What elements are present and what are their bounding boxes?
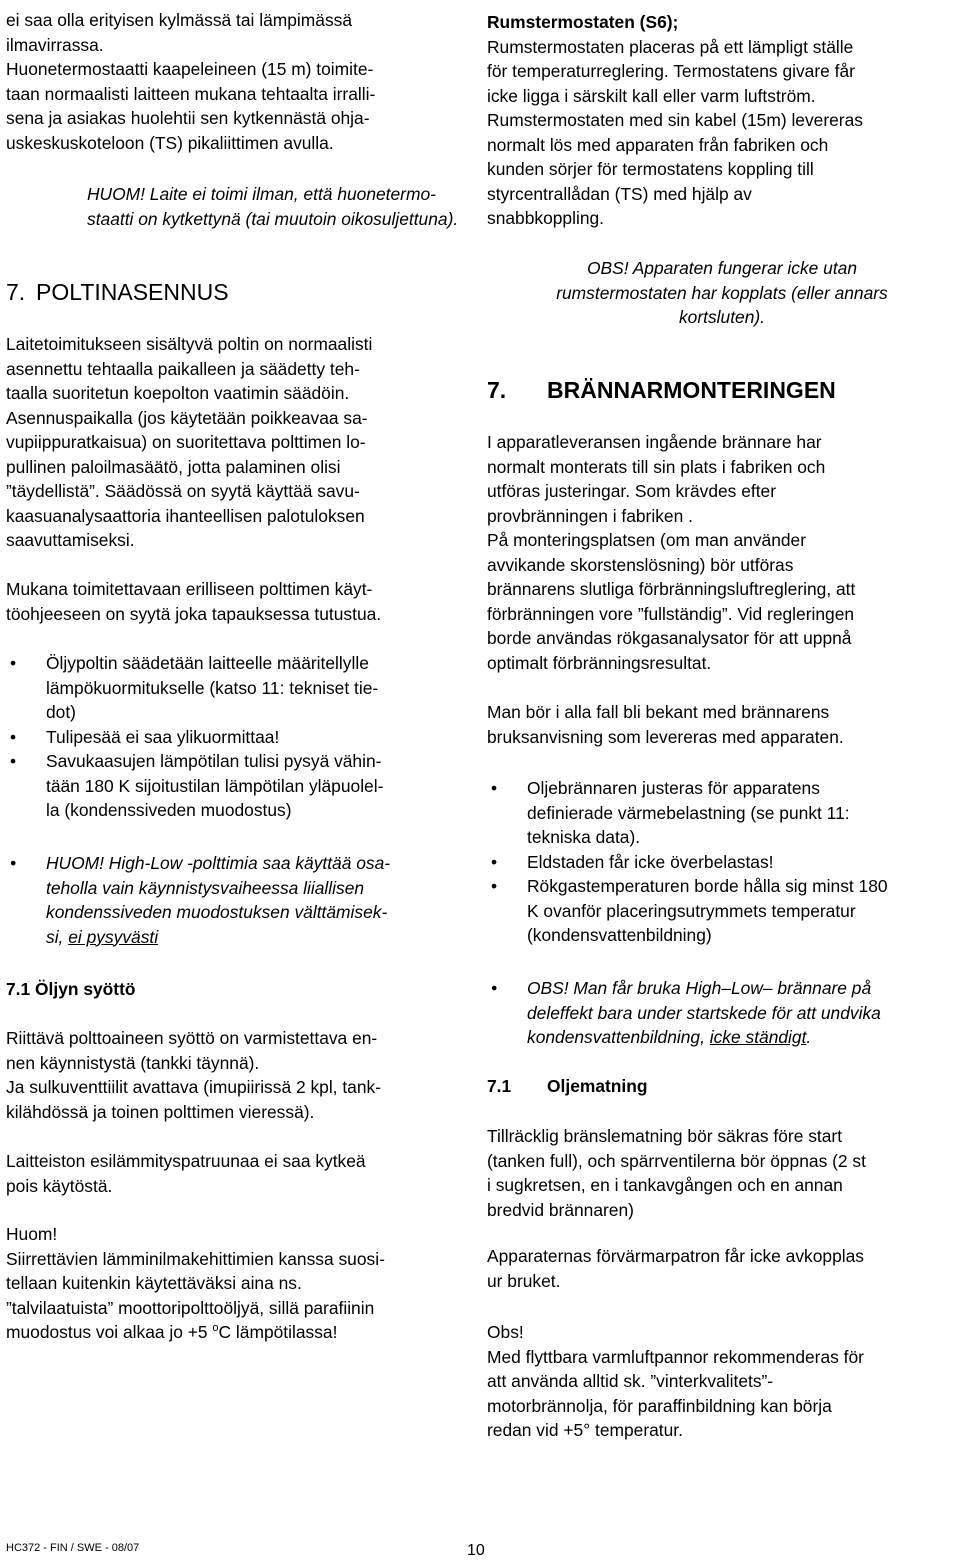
text-span: si, (46, 926, 69, 947)
text-line: icke ligga i särskilt kall eller varm luftström. (487, 85, 816, 106)
text-line: teholla vain käynnistysvaiheessa liiallisen (46, 877, 365, 898)
text-line: taalla suoritetun koepolton vaatimin säädöin. (6, 383, 350, 403)
text-line: K ovanför placeringsutrymmets temperatur (527, 900, 856, 921)
heading-text: POLTINASENNUS (36, 279, 229, 305)
text-line: (kondensvattenbildning) (527, 925, 712, 945)
text-line: sena ja asiakas huolehtii sen kytkennästä ohja- (6, 108, 370, 128)
list-item (6, 749, 468, 823)
text-line: förbränningen vore ”fullständig”. Vid regleringen (487, 603, 855, 624)
text-line: Rumstermostaten placeras på ett lämpligt ställe (487, 36, 854, 57)
text-line: utföras justeringar. Som krävdes efter (487, 481, 777, 501)
text-line: Laitteiston esilämmityspatruunaa ei saa kytkeä (6, 1151, 366, 1171)
text-line: definierade värmebelastning (se punkt 11: (527, 802, 850, 823)
text-line: normalt monterats till sin plats i fabriken och (487, 456, 826, 477)
text-span: C lämpötilassa! (218, 1322, 338, 1342)
text-line: • Rökgastemperaturen borde hålla sig minst 180 (527, 876, 888, 896)
heading-number: 7. (487, 377, 507, 403)
text-line: för temperaturreglering. Termostatens givare får (487, 61, 855, 81)
list-item (6, 851, 468, 949)
text-line: i sugkretsen, en i tankavgången och en annan (487, 1175, 843, 1195)
manual-paragraph-sv (487, 700, 957, 749)
text-line: snabbkoppling. (487, 208, 604, 228)
text-line: Rumstermostaten med sin kabel (15m) levereras (487, 110, 863, 130)
intro-paragraph (6, 8, 468, 57)
text-line: (tanken full), och spärrventilerna bör öppnas (2 st (487, 1150, 866, 1171)
text-line: töohjeeseen on syytä joka tapauksessa tutustua. (6, 603, 382, 624)
text-line: kondenssiveden muodostuksen välttämisek- (46, 902, 388, 922)
text-line: bredvid brännaren) (487, 1199, 634, 1220)
text-span: kondensvattenbildning, (527, 1027, 710, 1047)
text-line: redan vid +5° temperatur. (487, 1420, 683, 1440)
text-line: Huom! (6, 1224, 58, 1244)
text-line: tekniska data). (527, 827, 641, 847)
text-span: . (806, 1027, 812, 1047)
text-line: Mukana toimitettavaan erilliseen polttimen käyt- (6, 579, 373, 599)
thermostat-paragraph (6, 57, 468, 155)
list-item (487, 874, 957, 948)
text-line: Apparaternas förvärmarpatron får icke avkopplas (487, 1246, 864, 1266)
warning-note-sv (487, 256, 957, 330)
text-line: HUOM! Laite ei toimi ilman, että huonetermo- (87, 184, 436, 204)
text-line: • Tulipesää ei saa ylikuormittaa! (46, 726, 280, 747)
text-line: pullinen paloilmasäätö, jotta palaminen olisi (6, 456, 341, 477)
text-line: provbränningen i fabriken . (487, 505, 693, 526)
text-line: kunden sörjer för termostatens koppling till (487, 159, 814, 179)
bullet-list-sv (487, 776, 957, 948)
text-line: tellaan kuitenkin käytettäväksi aina ns. (6, 1273, 302, 1293)
text-line (46, 925, 468, 950)
bullet-list (6, 651, 468, 823)
text-line: avvikande skorstenslösning) bör utföras (487, 554, 794, 575)
manual-paragraph (6, 577, 468, 626)
bullet-list-highlow-sv (487, 976, 957, 1050)
list-item (487, 776, 957, 850)
text-line: ”täydellistä”. Säädössä on syytä käyttää savu- (6, 481, 360, 501)
text-line: staatti on kytkettynä (tai muutoin oikosuljettuna). (87, 208, 459, 229)
text-line: deleffekt bara under startskede för att undvika (527, 1002, 881, 1023)
text-line: optimalt förbränningsresultat. (487, 652, 712, 673)
burner-paragraph (6, 332, 468, 553)
document-footer: HC372 - FIN / SWE - 08/07 (6, 1542, 140, 1554)
text-line: Asennuspaikalla (jos käytetään poikkeavaa sa- (6, 407, 368, 428)
section-heading-sv (487, 376, 957, 404)
text-line: uskeskuskoteloon (TS) pikaliittimen avulla. (6, 132, 334, 153)
superscript: o (212, 1322, 219, 1335)
text-line: • HUOM! High-Low -polttimia saa käyttää osa- (46, 853, 391, 873)
preheating-paragraph-sv (487, 1244, 957, 1293)
burner-paragraph-sv (487, 430, 957, 675)
oil-feed-paragraph-sv (487, 1124, 957, 1222)
underlined-text: ei pysyvästi (68, 926, 159, 947)
text-line: • Oljebrännaren justeras för apparatens (527, 778, 820, 798)
list-item (6, 725, 468, 750)
text-line: pois käytöstä. (6, 1175, 113, 1196)
text-line: • Eldstaden får icke överbelastas! (527, 851, 774, 872)
text-line: ur bruket. (487, 1270, 561, 1291)
text-line: I apparatleveransen ingående brännare har (487, 432, 822, 452)
text-line: att använda alltid sk. ”vinterkvalitets”- (487, 1371, 774, 1391)
text-line: taan normaalisti laitteen mukana tehtaalta irralli- (6, 83, 376, 104)
text-line: nen käynnistystä (tankki täynnä). (6, 1052, 260, 1073)
text-line: Tillräcklig bränslematning bör säkras före start (487, 1126, 843, 1146)
oil-feed-paragraph (6, 1026, 468, 1124)
preheating-paragraph (6, 1149, 468, 1198)
underlined-text: icke ständigt (709, 1027, 807, 1047)
text-span: muodostus voi alkaa jo +5 (6, 1322, 213, 1342)
text-line: kilähdössä ja toinen polttimen vieressä). (6, 1101, 315, 1122)
text-line: Siirrettävien lämminilmakehittimien kanssa suosi- (6, 1248, 385, 1269)
section-heading (6, 278, 468, 306)
text-line: ”talvilaatuista” moottoripolttoöljyä, sillä parafiinin (6, 1297, 375, 1318)
text-line: brännarens slutliga förbränningsluftreglering, att (487, 579, 856, 599)
heading-number: 7. (6, 279, 26, 305)
text-line: bruksanvisning som levereras med apparaten. (487, 726, 844, 747)
text-line: kortsluten). (678, 307, 766, 327)
text-line: Man bör i alla fall bli bekant med brännarens (487, 702, 830, 722)
subsection-heading: 7.1 Öljyn syöttö (6, 979, 136, 999)
text-line: ei saa olla erityisen kylmässä tai lämpimässä (6, 10, 353, 30)
text-line: Ja sulkuventtiilit avattava (imupiirissä 2 kpl, tank- (6, 1077, 382, 1097)
text-line: borde användas rökgasanalysator för att uppnå (487, 628, 852, 648)
text-line: • Savukaasujen lämpötilan tulisi pysyä vähin- (46, 751, 382, 771)
text-line (527, 1025, 957, 1050)
heading-text: BRÄNNARMONTERINGEN (547, 377, 836, 403)
text-line (6, 1320, 468, 1345)
note-paragraph (6, 1222, 468, 1345)
text-line: vupiippuratkaisua) on suoritettava polttimen lo- (6, 432, 366, 452)
text-line: asennettu tehtaalla paikalleen ja säädetty teh- (6, 358, 360, 379)
text-line: saavuttamiseksi. (6, 530, 135, 550)
text-line: ilmavirrassa. (6, 34, 104, 55)
bullet-list-highlow (6, 851, 468, 949)
text-line: Laitetoimitukseen sisältyvä poltin on normaalisti (6, 334, 373, 354)
text-line: Obs! (487, 1322, 524, 1342)
text-line: OBS! Apparaten fungerar icke utan (586, 258, 858, 278)
text-line: dot) (46, 702, 76, 722)
text-line: • OBS! Man får bruka High–Low– brännare på (527, 978, 872, 998)
list-item (6, 651, 468, 725)
text-line: styrcentrallådan (TS) med hjälp av (487, 183, 752, 204)
text-line: kaasuanalysaattoria ihanteellisen palotuloksen (6, 505, 365, 526)
page-number: 10 (467, 1542, 485, 1559)
subsection-text: Oljematning (547, 1076, 648, 1096)
text-line: la (kondenssiveden muodostus) (46, 800, 292, 820)
text-line: motorbrännolja, för paraffinbildning kan börja (487, 1395, 832, 1416)
text-line: Huonetermostaatti kaapeleineen (15 m) toimite- (6, 59, 374, 79)
text-line: lämpökuormitukselle (katso 11: tekniset tie- (46, 677, 379, 698)
list-item (487, 976, 957, 1050)
thermostat-paragraph-sv (487, 10, 957, 231)
text-line: På monteringsplatsen (om man använder (487, 530, 807, 550)
warning-note (87, 182, 468, 231)
note-paragraph-sv (487, 1320, 957, 1443)
text-line: rumstermostaten har kopplats (eller annars (556, 282, 888, 303)
text-line: Riittävä polttoaineen syöttö on varmistettava en- (6, 1028, 378, 1048)
text-line: tään 180 K sijoitustilan lämpötilan yläpuolel- (46, 775, 384, 796)
text-line: normalt lös med apparaten från fabriken och (487, 134, 829, 155)
text-line: • Öljypoltin säädetään laitteelle määritellylle (46, 653, 369, 673)
subsection-heading-sv (487, 1074, 957, 1099)
text-line: Med flyttbara varmluftpannor rekommenderas för (487, 1346, 864, 1367)
paragraph-title: Rumstermostaten (S6); (487, 12, 679, 32)
list-item (487, 850, 957, 875)
subsection-number: 7.1 (487, 1076, 512, 1096)
